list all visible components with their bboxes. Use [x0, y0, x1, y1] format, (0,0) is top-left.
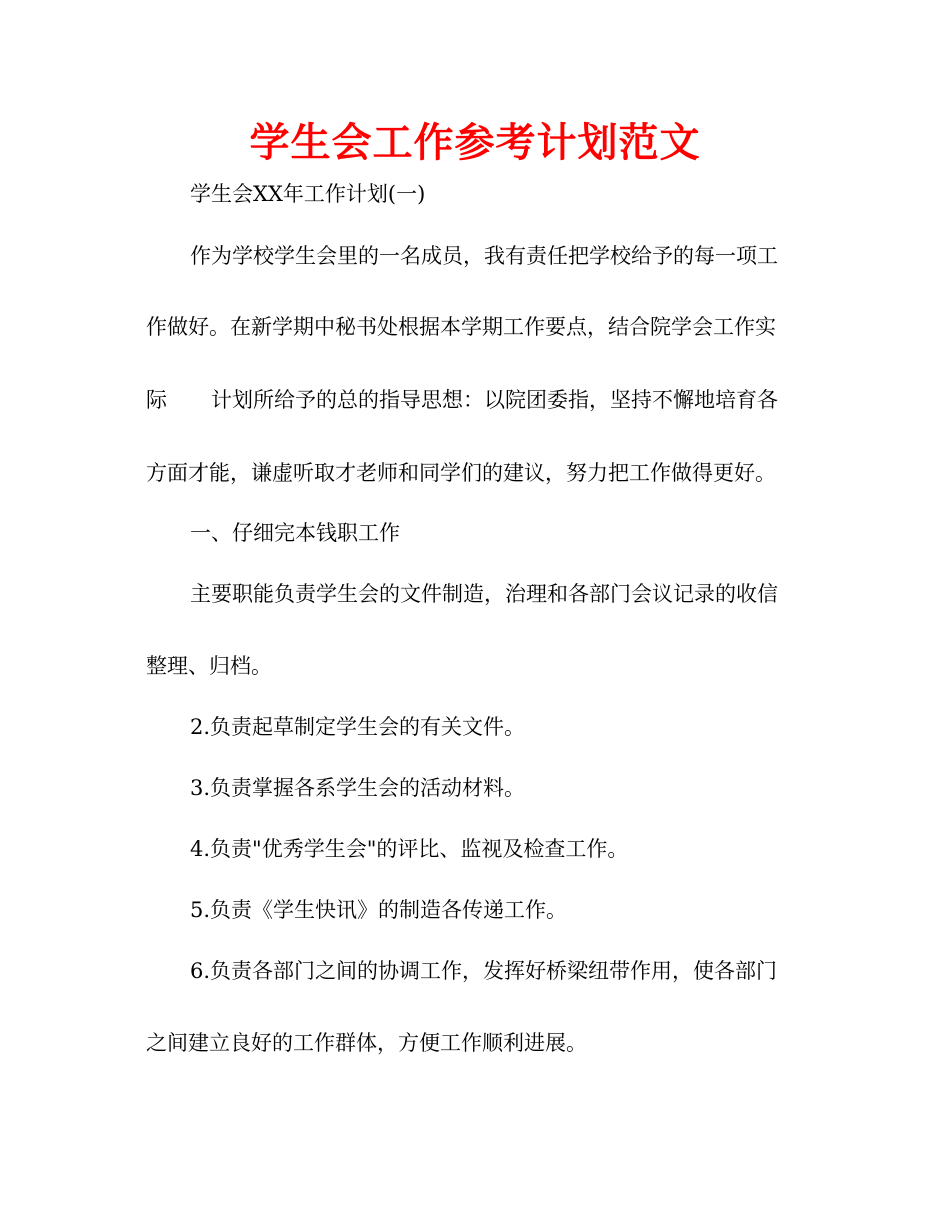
list-item-6-line-1: 6.负责各部门之间的协调工作，发挥好桥梁纽带作用，使各部门 — [190, 959, 778, 983]
list-item-4: 4.负责"优秀学生会"的评比、监视及检查工作。 — [190, 837, 629, 861]
document-title: 学生会工作参考计划范文 — [249, 120, 701, 166]
section-heading-1: 一、仔细完本钱职工作 — [190, 521, 400, 545]
paragraph-1-line-1: 作为学校学生会里的一名成员，我有责任把学校给予的每一项工 — [190, 244, 778, 268]
paragraph-1-line-4: 方面才能，谦虚听取才老师和同学们的建议，努力把工作做得更好。 — [146, 461, 776, 485]
list-item-3: 3.负责掌握各系学生会的活动材料。 — [190, 776, 526, 800]
paragraph-1-line-2: 作做好。在新学期中秘书处根据本学期工作要点，结合院学会工作实 — [146, 315, 776, 339]
list-item-5: 5.负责《学生快讯》的制造各传递工作。 — [190, 898, 568, 922]
paragraph-1-line-3-rest: 计划所给予的总的指导思想：以院团委指，坚持不懈地培育各 — [211, 388, 778, 412]
list-item-6-line-2: 之间建立良好的工作群体，方便工作顺利进展。 — [146, 1031, 587, 1055]
paragraph-2-line-2: 整理、归档。 — [146, 654, 272, 678]
paragraph-2-line-1: 主要职能负责学生会的文件制造，治理和各部门会议记录的收信 — [190, 582, 778, 606]
subtitle: 学生会XX年工作计划(一) — [190, 182, 426, 206]
list-item-2: 2.负责起草制定学生会的有关文件。 — [190, 715, 526, 739]
paragraph-1-line-3 — [146, 385, 778, 415]
paragraph-1-line-3-start: 际 — [146, 388, 167, 412]
